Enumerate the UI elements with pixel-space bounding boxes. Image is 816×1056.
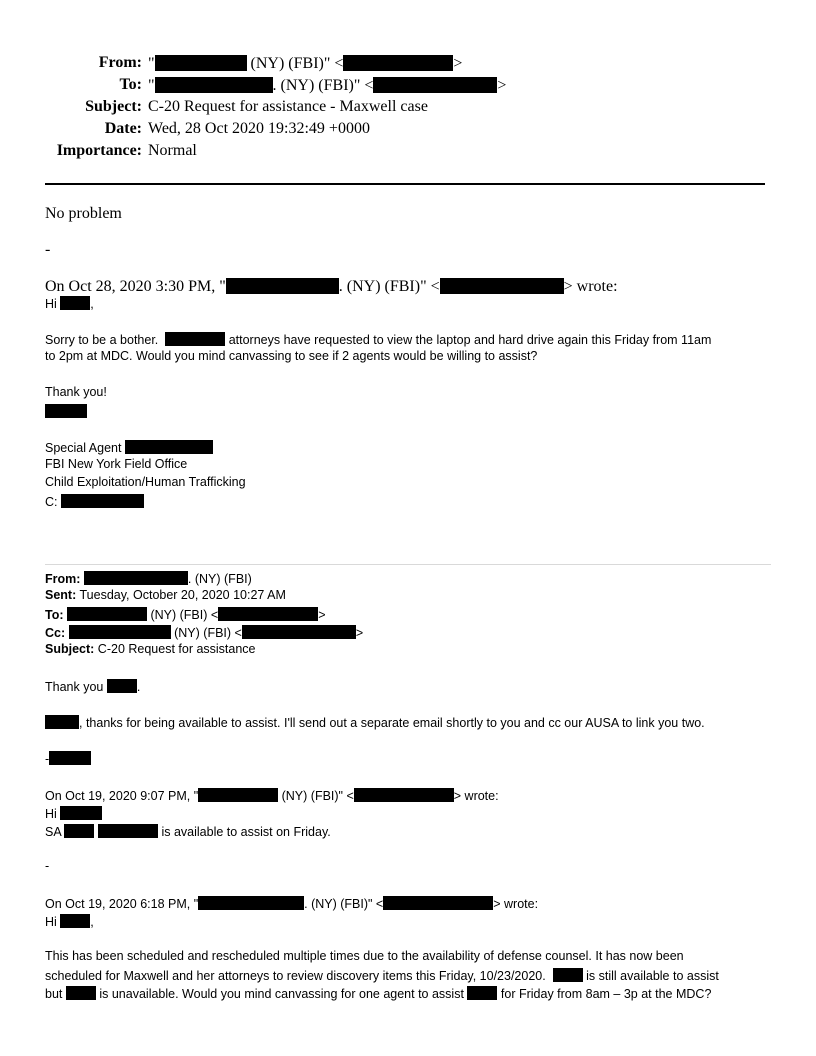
sig-title: Special Agent — [45, 440, 213, 455]
redaction — [49, 751, 91, 765]
msg2-signoff: - — [45, 751, 91, 766]
redaction — [383, 896, 493, 910]
date-value: Wed, 28 Oct 2020 19:32:49 +0000 — [148, 120, 370, 137]
redaction — [84, 571, 188, 585]
redaction — [107, 679, 137, 693]
header-divider — [45, 183, 765, 185]
reply-dash: - — [45, 241, 51, 258]
redaction — [343, 55, 453, 71]
redaction — [226, 278, 339, 294]
msg2-cc: Cc: (NY) (FBI) < > — [45, 626, 364, 640]
msg1-greeting: Hi , — [45, 297, 94, 311]
msg2-paragraph: , thanks for being available to assist. I'll send out a separate email shortly to you and cc our AUSA to link you two. — [45, 715, 705, 730]
msg1-paragraph-line2: to 2pm at MDC. Would you mind canvassing to see if 2 agents would be willing to assist? — [45, 349, 538, 363]
msg2-sent: Sent: Tuesday, October 20, 2020 10:27 AM — [45, 588, 286, 602]
to-value: " . (NY) (FBI)" < > — [148, 77, 507, 94]
redaction — [60, 806, 102, 820]
quote-header-2: On Oct 19, 2020 9:07 PM, " (NY) (FBI)" < > wrote: — [45, 789, 499, 803]
redaction — [125, 440, 213, 454]
from-value: " (NY) (FBI)" < > — [148, 55, 463, 72]
subject-label: Subject: — [85, 98, 142, 115]
redaction — [218, 607, 318, 621]
redaction — [440, 278, 564, 294]
redaction — [60, 914, 90, 928]
redaction — [354, 788, 454, 802]
redaction — [45, 715, 79, 729]
redaction — [69, 625, 171, 639]
redaction — [98, 824, 158, 838]
message-separator — [45, 564, 771, 565]
subject-value: C-20 Request for assistance - Maxwell case — [148, 98, 428, 115]
msg1-thanks: Thank you! — [45, 385, 107, 399]
date-label: Date: — [104, 120, 142, 137]
msg1-signoff — [45, 404, 87, 419]
redaction — [242, 625, 356, 639]
msg4-line2: scheduled for Maxwell and her attorneys to review discovery items this Friday, 10/23/2020. is still available to assist — [45, 969, 719, 983]
redaction — [67, 607, 147, 621]
quote-header-1: On Oct 28, 2020 3:30 PM, " . (NY) (FBI)" < > wrote: — [45, 278, 618, 295]
msg2-thank-you: Thank you . — [45, 680, 141, 694]
from-label: From: — [98, 54, 142, 71]
msg2-to: To: (NY) (FBI) < > — [45, 608, 326, 622]
redaction — [155, 77, 273, 93]
sig-office: FBI New York Field Office — [45, 457, 188, 471]
msg4-greeting: Hi , — [45, 915, 94, 929]
redaction — [61, 494, 144, 508]
sig-unit: Child Exploitation/Human Trafficking — [45, 475, 246, 489]
msg4-line3: but is unavailable. Would you mind canvassing for one agent to assist for Friday from 8am – 3p at the MDC? — [45, 987, 712, 1001]
redaction — [155, 55, 247, 71]
redaction — [373, 77, 497, 93]
importance-label: Importance: — [56, 142, 142, 159]
redaction — [60, 296, 90, 310]
redaction — [198, 896, 304, 910]
redaction — [198, 788, 278, 802]
msg3-greeting: Hi — [45, 806, 102, 821]
redaction — [45, 404, 87, 418]
sig-cell: C: — [45, 494, 144, 509]
msg1-paragraph-line1: Sorry to be a bother. attorneys have requested to view the laptop and hard drive again this Friday from 11am — [45, 333, 712, 347]
msg3-availability: SA is available to assist on Friday. — [45, 825, 331, 839]
msg2-from: From: . (NY) (FBI) — [45, 572, 252, 586]
importance-value: Normal — [148, 142, 197, 159]
redaction — [467, 986, 497, 1000]
reply-body: No problem — [45, 205, 122, 222]
redaction — [64, 824, 94, 838]
msg2-subject: Subject: C-20 Request for assistance — [45, 642, 256, 656]
to-label: To: — [119, 76, 142, 93]
redaction — [553, 968, 583, 982]
msg4-line1: This has been scheduled and rescheduled multiple times due to the availability of defense counsel. It has now been — [45, 949, 684, 963]
redaction — [66, 986, 96, 1000]
quote-header-3: On Oct 19, 2020 6:18 PM, " . (NY) (FBI)" < > wrote: — [45, 897, 539, 911]
msg3-dash: - — [45, 859, 50, 873]
redaction — [165, 332, 225, 346]
